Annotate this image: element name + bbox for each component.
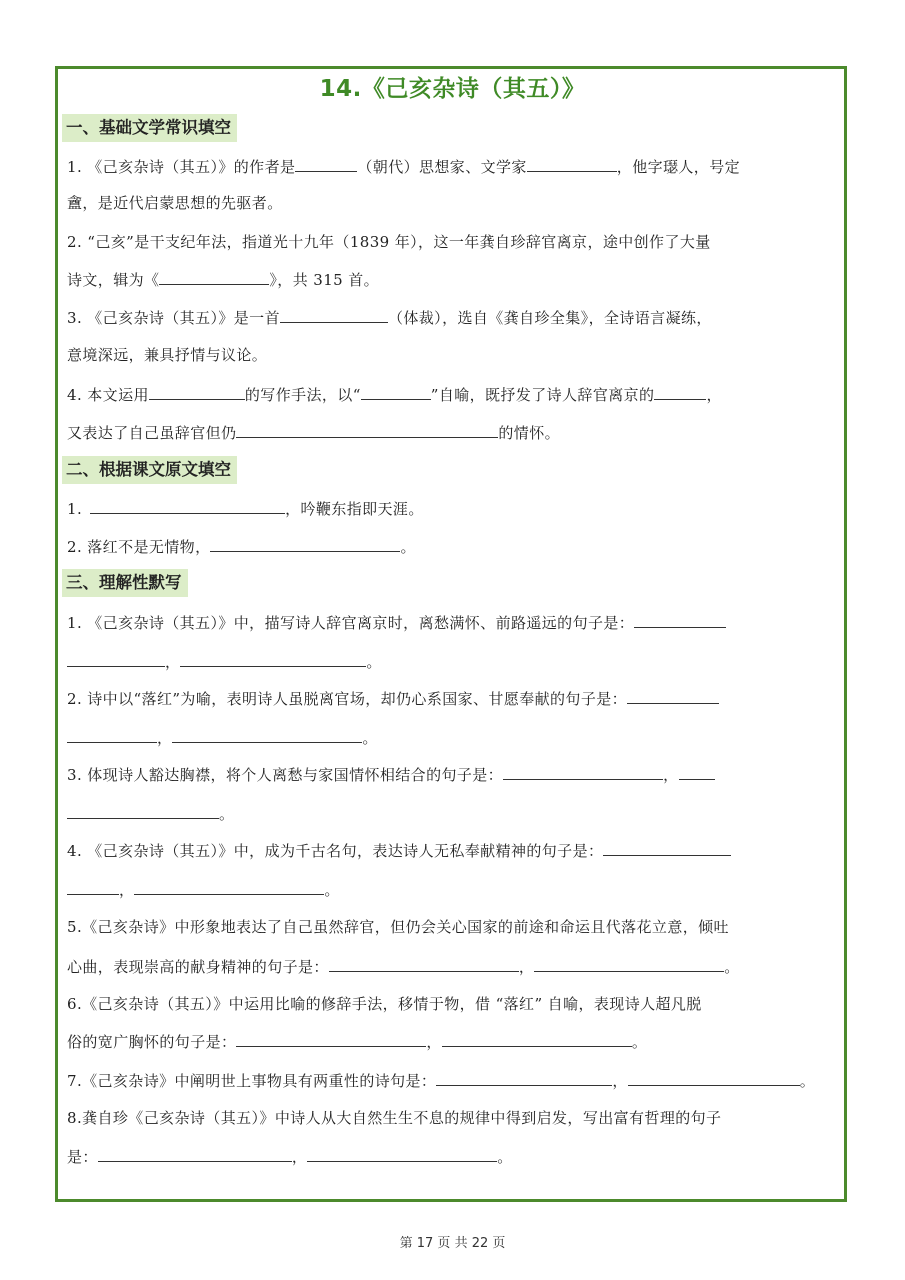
question-line [67,269,379,289]
question-text: 3. 体现诗人豁达胸襟，将个人离愁与家国情怀相结合的句子是： [67,766,504,784]
question-line [67,651,382,671]
question-text: 俗的宽广胸怀的句子是： [67,1033,237,1051]
answer-blank[interactable] [159,269,269,285]
question-text: （朝代）思想家、文学家 [357,158,527,176]
question-text: 又表达了自己虽辞官但仍 [67,424,237,442]
question-text: 》，共 315 首。 [269,271,380,289]
question-text: ， [612,1072,628,1090]
question-text: 。 [324,881,340,899]
question-text: ， [291,1148,308,1166]
question-line [67,307,712,327]
question-text: ， [706,386,722,404]
answer-blank[interactable] [90,498,285,514]
question-text: 2. “己亥”是干支纪年法，指道光十九年（1839 年），这一年龚自珍辞官离京，途中创作了大量 [67,233,711,251]
question-text: ， [165,653,181,671]
question-line [67,688,719,708]
question-text: 3. 《己亥杂诗（其五）》是一首 [67,309,280,327]
question-text: 意境深远，兼具抒情与议论。 [67,346,268,364]
question-text: 盦，是近代启蒙思想的先驱者。 [67,194,283,212]
page-title: 14.《己亥杂诗（其五）》 [319,76,586,102]
question-text: 的情怀。 [498,424,561,442]
question-line [67,803,234,823]
question-text: 8.龚自珍《己亥杂诗（其五）》中诗人从大自然生生不息的规律中得到启发，写出富有哲理的句子 [67,1109,722,1127]
question-text: 1. [67,500,83,518]
question-text: 。 [631,1033,648,1051]
question-text: 1. 《己亥杂诗（其五）》中，描写诗人辞官离京时，离愁满怀、前路遥远的句子是： [67,614,635,632]
section-heading-basic-knowledge: 一、基础文学常识填空 [62,114,237,142]
question-line [67,1146,513,1166]
answer-blank[interactable] [172,727,362,743]
answer-blank[interactable] [280,307,388,323]
answer-blank[interactable] [534,956,724,972]
question-line [67,536,416,556]
question-text: 是： [67,1148,98,1166]
section-heading-fill-text: 二、根据课文原文填空 [62,456,237,484]
question-text: 。 [497,1148,513,1166]
question-text: 。 [400,538,416,556]
question-line [67,1070,815,1090]
question-text: ”自喻，既抒发了诗人辞官离京的 [430,386,655,404]
answer-blank[interactable] [679,764,715,780]
question-line [67,727,378,747]
answer-blank[interactable] [210,536,400,552]
question-line [67,917,729,937]
question-line [67,879,340,899]
question-text: 。 [219,805,235,823]
question-line [67,1031,647,1051]
answer-blank[interactable] [67,727,157,743]
question-text: ， [426,1033,442,1051]
question-text: 6.《己亥杂诗（其五）》中运用比喻的修辞手法，移情于物，借 “落红” 自喻，表现诗人超凡脱 [67,995,702,1013]
question-text: （体裁），选自《龚自珍全集》，全诗语言凝练， [387,309,712,327]
answer-blank[interactable] [603,840,731,856]
answer-blank[interactable] [503,764,663,780]
question-text: ，他字璱人，号定 [616,158,740,176]
answer-blank[interactable] [180,651,366,667]
answer-blank[interactable] [67,879,119,895]
question-line [67,156,740,176]
question-text: 5.《己亥杂诗》中形象地表达了自己虽然辞官，但仍会关心国家的前途和命运且代落花立意，倾吐 [67,918,729,936]
question-text: ， [518,958,535,976]
question-line [67,193,283,213]
answer-blank[interactable] [628,1070,800,1086]
question-line [67,498,424,518]
answer-blank[interactable] [329,956,519,972]
question-line [67,840,731,860]
question-text: ， [663,766,679,784]
answer-blank[interactable] [67,803,219,819]
question-line [67,994,702,1014]
answer-blank[interactable] [654,384,706,400]
question-text: ， [157,729,173,747]
question-line [67,1108,721,1128]
answer-blank[interactable] [98,1146,292,1162]
question-text: 心曲，表现崇高的献身精神的句子是： [67,958,329,976]
page-number: 第 17 页 共 22 页 [399,1236,506,1251]
answer-blank[interactable] [436,1070,612,1086]
question-text: ，吟鞭东指即天涯。 [285,500,424,518]
answer-blank[interactable] [527,156,617,172]
question-line [67,384,722,404]
question-text: 1. 《己亥杂诗（其五）》的作者是 [67,158,296,176]
question-line [67,345,267,365]
question-line [67,612,726,632]
question-text: 4. 本文运用 [67,386,149,404]
question-line [67,956,740,976]
answer-blank[interactable] [307,1146,497,1162]
answer-blank[interactable] [442,1031,632,1047]
answer-blank[interactable] [236,422,498,438]
section-heading-comprehension: 三、理解性默写 [62,569,188,597]
question-text: 。 [362,729,378,747]
question-text: 。 [724,958,740,976]
answer-blank[interactable] [295,156,357,172]
answer-blank[interactable] [634,612,726,628]
answer-blank[interactable] [361,384,431,400]
question-line [67,232,711,252]
question-text: ， [119,881,135,899]
question-text: 诗文，辑为《 [67,271,160,289]
question-text: 2. 诗中以“落红”为喻，表明诗人虽脱离官场，却仍心系国家、甘愿奉献的句子是： [67,690,628,708]
answer-blank[interactable] [149,384,245,400]
answer-blank[interactable] [134,879,324,895]
answer-blank[interactable] [627,688,719,704]
question-line [67,422,560,442]
question-line [67,764,715,784]
question-text: 。 [799,1072,816,1090]
answer-blank[interactable] [236,1031,426,1047]
question-text: 4. 《己亥杂诗（其五）》中，成为千古名句，表达诗人无私奉献精神的句子是： [67,842,604,860]
answer-blank[interactable] [67,651,165,667]
question-text: 7.《己亥杂诗》中阐明世上事物具有两重性的诗句是： [67,1072,437,1090]
question-text: 。 [366,653,382,671]
question-text: 2. 落红不是无情物， [67,538,211,556]
question-text: 的写作手法，以“ [244,386,361,404]
